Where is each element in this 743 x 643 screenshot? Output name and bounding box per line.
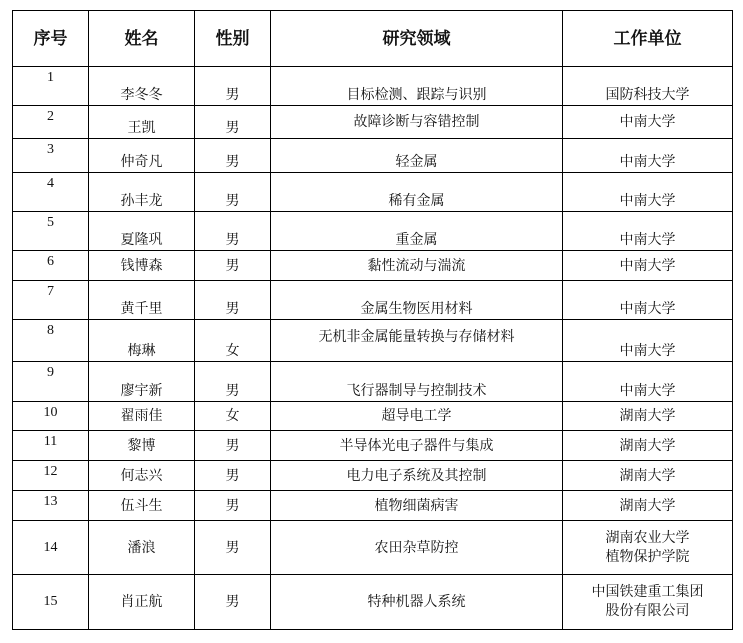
cell-no: 13: [13, 491, 89, 521]
cell-name: 孙丰龙: [89, 173, 195, 212]
cell-gender: 女: [195, 402, 271, 431]
cell-name: 潘浪: [89, 521, 195, 575]
cell-no: 12: [13, 461, 89, 491]
cell-field: 故障诊断与容错控制: [271, 106, 563, 139]
cell-gender: 男: [195, 431, 271, 461]
cell-field: 电力电子系统及其控制: [271, 461, 563, 491]
cell-gender: 男: [195, 362, 271, 402]
cell-unit-line: 湖南农业大学: [605, 529, 690, 546]
cell-field: 飞行器制导与控制技术: [271, 362, 563, 402]
cell-field: 轻金属: [271, 139, 563, 173]
cell-no: 3: [13, 139, 89, 173]
cell-unit: 中南大学: [563, 212, 733, 251]
cell-field: 特种机器人系统: [271, 575, 563, 630]
cell-gender: 男: [195, 521, 271, 575]
cell-unit: [563, 575, 733, 630]
table-row: [13, 431, 733, 461]
cell-gender: 男: [195, 251, 271, 281]
cell-name: 翟雨佳: [89, 402, 195, 431]
cell-gender: 男: [195, 106, 271, 139]
table-row: [13, 461, 733, 491]
table-row: [13, 362, 733, 402]
cell-unit: 国防科技大学: [563, 67, 733, 106]
header-name: 姓名: [89, 11, 195, 67]
cell-unit: 中南大学: [563, 106, 733, 139]
cell-gender: 男: [195, 212, 271, 251]
header-unit: 工作单位: [563, 11, 733, 67]
cell-field: 重金属: [271, 212, 563, 251]
cell-name: 黎博: [89, 431, 195, 461]
cell-no: 7: [13, 281, 89, 320]
cell-no: 11: [13, 431, 89, 461]
cell-field: 目标检测、跟踪与识别: [271, 67, 563, 106]
table-row: [13, 320, 733, 362]
cell-unit: 湖南大学: [563, 402, 733, 431]
cell-gender: 男: [195, 575, 271, 630]
header-gender: 性别: [195, 11, 271, 67]
cell-no: 15: [13, 575, 89, 630]
cell-no: 9: [13, 362, 89, 402]
cell-gender: 女: [195, 320, 271, 362]
table-row: [13, 521, 733, 575]
cell-name: 李冬冬: [89, 67, 195, 106]
cell-unit: 湖南大学: [563, 431, 733, 461]
table-row: [13, 212, 733, 251]
cell-no: 14: [13, 521, 89, 575]
cell-name: 伍斗生: [89, 491, 195, 521]
cell-no: 2: [13, 106, 89, 139]
researcher-table: [12, 10, 733, 630]
cell-name: 何志兴: [89, 461, 195, 491]
cell-unit: 湖南大学: [563, 461, 733, 491]
cell-no: 1: [13, 67, 89, 106]
cell-no: 8: [13, 320, 89, 362]
cell-unit: 中南大学: [563, 362, 733, 402]
table-row: [13, 575, 733, 630]
cell-unit: 中南大学: [563, 173, 733, 212]
header-field: 研究领域: [271, 11, 563, 67]
cell-field: 黏性流动与湍流: [271, 251, 563, 281]
cell-no: 4: [13, 173, 89, 212]
cell-name: 廖宇新: [89, 362, 195, 402]
cell-gender: 男: [195, 173, 271, 212]
cell-unit: 中南大学: [563, 281, 733, 320]
cell-unit: 中南大学: [563, 320, 733, 362]
cell-no: 5: [13, 212, 89, 251]
table-row: [13, 139, 733, 173]
table-row: [13, 67, 733, 106]
cell-name: 肖正航: [89, 575, 195, 630]
cell-field: 半导体光电子器件与集成: [271, 431, 563, 461]
cell-field: 金属生物医用材料: [271, 281, 563, 320]
table-row: [13, 173, 733, 212]
cell-field: 稀有金属: [271, 173, 563, 212]
table-header-row: [13, 11, 733, 67]
cell-name: 钱博森: [89, 251, 195, 281]
cell-gender: 男: [195, 491, 271, 521]
table-row: [13, 251, 733, 281]
table-row: [13, 106, 733, 139]
cell-no: 6: [13, 251, 89, 281]
table-row: [13, 402, 733, 431]
cell-unit: 中南大学: [563, 139, 733, 173]
cell-unit: 湖南大学: [563, 491, 733, 521]
cell-name: 黄千里: [89, 281, 195, 320]
cell-gender: 男: [195, 67, 271, 106]
cell-field: 超导电工学: [271, 402, 563, 431]
cell-unit: 中南大学: [563, 251, 733, 281]
cell-unit-line: 股份有限公司: [605, 603, 690, 619]
cell-name: 王凯: [89, 106, 195, 139]
cell-unit-line: 植物保护学院: [605, 548, 690, 565]
header-no: 序号: [13, 11, 89, 67]
cell-unit: [563, 521, 733, 575]
table-row: [13, 281, 733, 320]
cell-name: 仲奇凡: [89, 139, 195, 173]
cell-gender: 男: [195, 281, 271, 320]
cell-name: 夏隆巩: [89, 212, 195, 251]
cell-no: 10: [13, 402, 89, 431]
cell-field: 植物细菌病害: [271, 491, 563, 521]
cell-name: 梅琳: [89, 320, 195, 362]
cell-gender: 男: [195, 461, 271, 491]
cell-gender: 男: [195, 139, 271, 173]
table-row: [13, 491, 733, 521]
cell-unit-line: 中国铁建重工集团: [591, 584, 704, 600]
cell-field: 农田杂草防控: [271, 521, 563, 575]
cell-field: 无机非金属能量转换与存储材料: [271, 320, 563, 362]
